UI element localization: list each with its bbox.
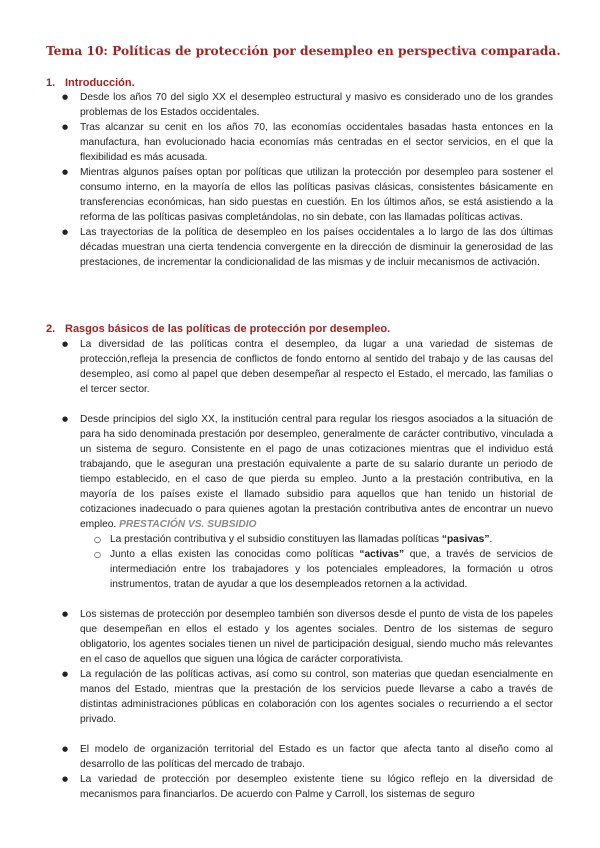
bold-term-pasivas: “pasivas”: [441, 534, 490, 545]
sub-list-item-text: que, a través de servicios de intermediación entre los trabajadores y los potenciales empleadores, la formación u otros instrumentos, tratan de ayudar a que los desempleados retornen a la actividad.: [110, 549, 553, 590]
list-item: ● La diversidad de las políticas contra el desempleo, da lugar a una variedad de sistemas de protección,refleja la presencia de conflictos de fondo entorno al sentido del trabajo y de las causas del desempleo, así como al papel que deben desempeñar al respecto el Estado, el mercado, las familias o el tercer sector.: [62, 337, 553, 397]
bullet-list-rasgos-basicos: [62, 337, 553, 802]
list-item: ● La regulación de las políticas activas, así como su control, son materias que quedan esencialmente en manos del Estado, mientras que la prestación de los servicios puede llevarse a cabo a través de distintas administraciones públicas en colaboración con los agentes sociales o recurriendo a el sector privado.: [62, 667, 553, 727]
sub-list-item-end: .: [489, 534, 493, 545]
document-title: Tema 10: Políticas de protección por desempleo en perspectiva comparada.: [46, 44, 561, 58]
emphasis-label: PRESTACIÓN VS. SUBSIDIO: [119, 519, 257, 530]
section-title: Introducción.: [65, 77, 135, 89]
section-heading-rasgos-basicos: [46, 323, 566, 335]
sub-list-item: [94, 532, 553, 547]
section-title: Rasgos básicos de las políticas de protección por desempleo.: [65, 323, 391, 335]
sub-bullet-list: [94, 532, 553, 592]
bold-term-activas: “activas”: [359, 549, 405, 560]
section-number: 1.: [46, 77, 56, 89]
list-item: ● El modelo de organización territorial del Estado es un factor que afecta tanto al diseño como al desarrollo de las políticas del mercado de trabajo.: [62, 742, 553, 772]
section-heading-introduccion: [46, 77, 566, 89]
list-item: ● Mientras algunos países optan por políticas que utilizan la protección por desempleo para sostener el consumo interno, en la mayoría de ellos las políticas pasivas clásicas, consistentes básicamente en transferencias económicas, han sido puestas en cuestión. En los últimos años, se está asistiendo a la reforma de las políticas pasivas completándolas, no sin debate, con las llamadas políticas activas.: [62, 165, 553, 225]
list-item: [62, 412, 553, 592]
sub-list-item: [94, 547, 553, 592]
list-item: ● Tras alcanzar su cenit en los años 70, las economías occidentales basadas hasta entonces en la manufactura, han evolucionado hacia economías más centradas en el sector servicios, en el que la flexibilidad es más acusada.: [62, 120, 553, 165]
sub-list-item-text: La prestación contributiva y el subsidio constituyen las llamadas políticas: [110, 534, 440, 545]
sub-list-item-text: Junto a ellas existen las conocidas como políticas: [110, 549, 354, 560]
list-item-text: Desde principios del siglo XX, la institución central para regular los riesgos asociados a la situación de para ha sido denominada prestación por desempleo, generalmente de carácter contributivo, vinculada a un sistema de seguro. Consistente en el pago de unas cotizaciones mientras que el individuo está trabajando, que le aseguran una prestación equivalente a parte de su salario durante un periodo de tiempo establecido, en el caso de que pierda su empleo. Junto a la prestación contributiva, en la mayoría de los países existe el llamado subsidio para aquellos que han tenido un historial de cotizaciones inadecuado o para quienes agotan la prestación contributiva antes de encontrar un nuevo empleo.: [80, 414, 553, 530]
list-item: ● La variedad de protección por desempleo existente tiene su lógico reflejo en la diversidad de mecanismos para financiarlos. De acuerdo con Palme y Carroll, los sistemas de seguro: [62, 772, 553, 802]
list-item: ● Las trayectorias de la política de desempleo en los países occidentales a lo largo de las dos últimas décadas muestran una cierta tendencia convergente en la dirección de disminuir la generosidad de las prestaciones, de incrementar la condicionalidad de las mismas y de incluir mecanismos de activación.: [62, 225, 553, 270]
list-item: ● Los sistemas de protección por desempleo también son diversos desde el punto de vista de los papeles que desempeñan en ellos el estado y los agentes sociales. Dentro de los sistemas de seguro obligatorio, los agentes sociales tienen un nivel de participación desigual, siendo mucho más relevantes en el caso de aquellos que siguen una lógica de carácter corporativista.: [62, 607, 553, 667]
section-number: 2.: [46, 323, 56, 335]
bullet-list-introduccion: [62, 90, 553, 270]
list-item: ● Desde los años 70 del siglo XX el desempleo estructural y masivo es considerado uno de los grandes problemas de los Estados occidentales.: [62, 90, 553, 120]
